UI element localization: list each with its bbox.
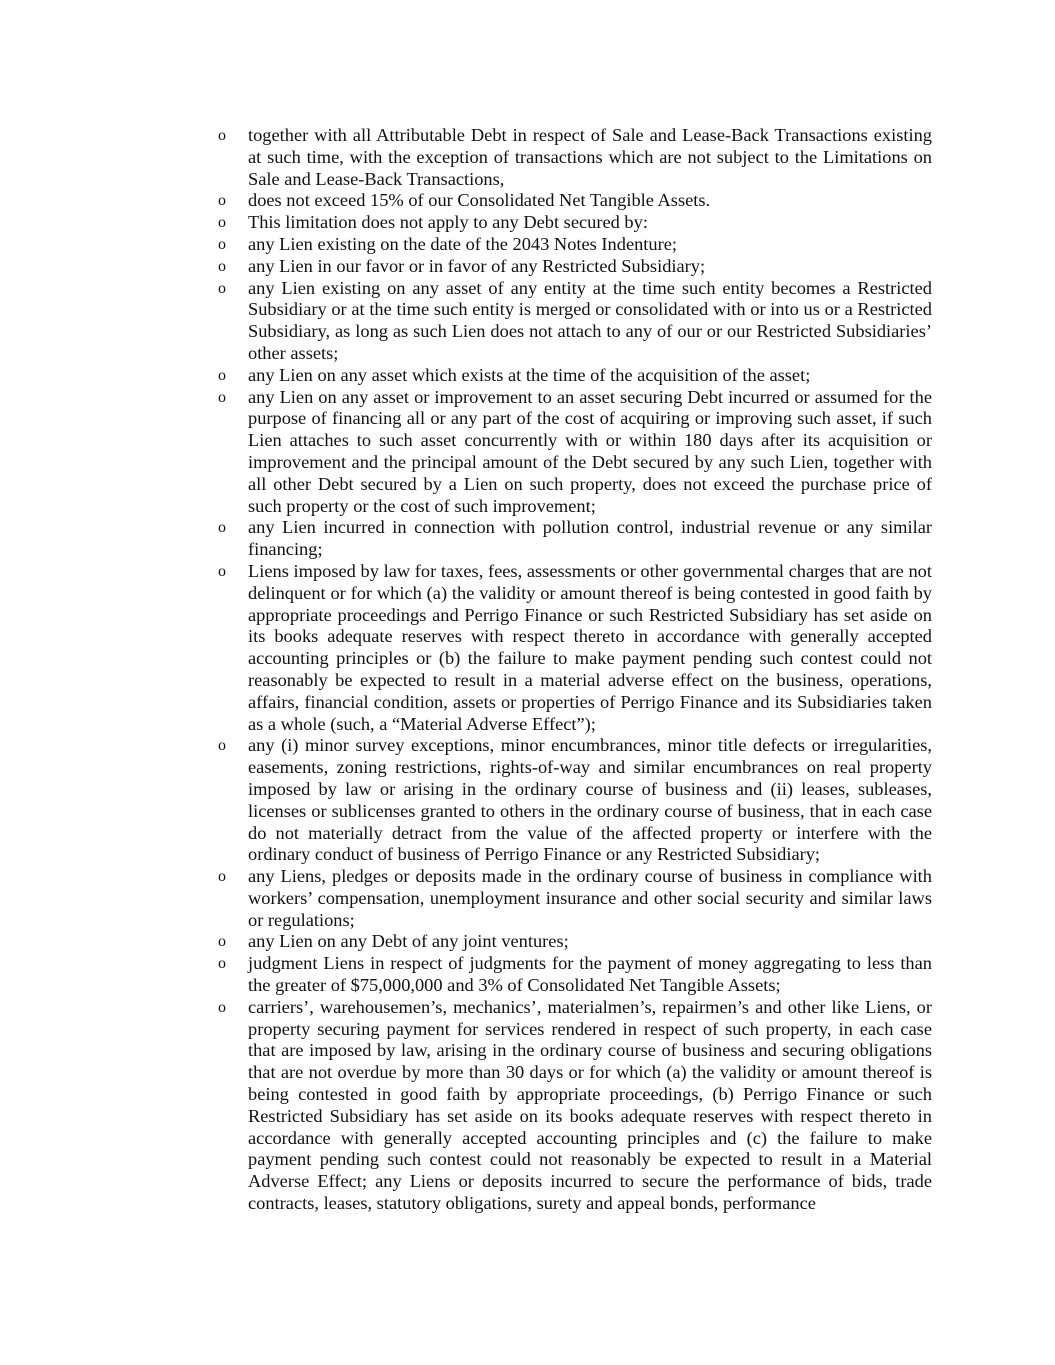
list-item-text: any Lien existing on any asset of any entity at the time such entity becomes a Restricted Subsidiary or at the time such entity is merged or consolidated with or into us or a Restricted Subsidiary, as long as such Lien does not attach to any of our or our Restricted Subsidiaries’ other assets; (248, 277, 932, 363)
bullet-icon: o (218, 868, 226, 886)
bullet-icon: o (218, 933, 226, 951)
list-item (218, 997, 932, 1215)
list-item (218, 190, 932, 212)
list-item-text: together with all Attributable Debt in respect of Sale and Lease-Back Transactions existing at such time, with the exception of transactions which are not subject to the Limitations on Sale and Lease-Back Transactions, (248, 125, 932, 189)
bullet-icon: o (218, 192, 226, 210)
list-item-text: any Liens, pledges or deposits made in the ordinary course of business in compliance with workers’ compensation, unemployment insurance and other social security and similar laws or regulations; (248, 866, 932, 930)
list-item-text: judgment Liens in respect of judgments for the payment of money aggregating to less than the greater of $75,000,000 and 3% of Consolidated Net Tangible Assets; (248, 953, 932, 996)
bullet-icon: o (218, 366, 226, 384)
list-item-text: any Lien on any asset or improvement to an asset securing Debt incurred or assumed for the purpose of financing all or any part of the cost of acquiring or improving such asset, if such Lien attaches to such asset concurrently with or within 180 days after its acquisition or improvement and the principal amount of the Debt secured by any such Lien, together with all other Debt secured by a Lien on such property, does not exceed the purchase price of such property or the cost of such improvement; (248, 386, 932, 516)
list-item-text: any Lien on any Debt of any joint ventures; (248, 931, 569, 952)
bullet-icon: o (218, 279, 226, 297)
list-item-text: carriers’, warehousemen’s, mechanics’, materialmen’s, repairmen’s and other like Liens, or property securing payment for services rendered in respect of such property, in each case that are imposed by law, arising in the ordinary course of business and securing obligations that are not overdue by more than 30 days or for which (a) the validity or amount thereof is being contested in good faith by appropriate proceedings, (b) Perrigo Finance or such Restricted Subsidiary has set aside on its books adequate reserves with respect thereto in accordance with generally accepted accounting principles and (c) the failure to make payment pending such contest could not reasonably be expected to result in a Material Adverse Effect; any Liens or deposits incurred to secure the performance of bids, trade contracts, leases, statutory obligations, surety and appeal bonds, performance (248, 996, 932, 1214)
list-item (218, 234, 932, 256)
list-item (218, 212, 932, 234)
bullet-icon: o (218, 998, 226, 1016)
list-item-text: any Lien on any asset which exists at the time of the acquisition of the asset; (248, 364, 811, 385)
list-item (218, 256, 932, 278)
list-item (218, 931, 932, 953)
list-item-text: any Lien incurred in connection with pollution control, industrial revenue or any similar financing; (248, 517, 932, 560)
bullet-icon: o (218, 955, 226, 973)
bullet-icon: o (218, 737, 226, 755)
bullet-icon: o (218, 388, 226, 406)
list-item (218, 953, 932, 997)
list-item-text: any Lien in our favor or in favor of any Restricted Subsidiary; (248, 255, 706, 276)
bullet-icon: o (218, 127, 226, 144)
bullet-icon: o (218, 214, 226, 232)
lien-exceptions-list (218, 125, 932, 1215)
list-item-text: does not exceed 15% of our Consolidated Net Tangible Assets. (248, 190, 711, 211)
bullet-icon: o (218, 519, 226, 537)
bullet-icon: o (218, 562, 226, 580)
list-item (218, 866, 932, 931)
list-item (218, 735, 932, 866)
list-item (218, 365, 932, 387)
list-item (218, 125, 932, 190)
list-item (218, 387, 932, 518)
list-item-text: Liens imposed by law for taxes, fees, assessments or other governmental charges that are not delinquent or for which (a) the validity or amount thereof is being contested in good faith by appropriate proceedings and Perrigo Finance or such Restricted Subsidiary has set aside on its books adequate reserves with respect thereto in accordance with generally accepted accounting principles or (b) the failure to make payment pending such contest could not reasonably be expected to result in a material adverse effect on the business, operations, affairs, financial condition, assets or properties of Perrigo Finance and its Subsidiaries taken as a whole (such, a “Material Adverse Effect”); (248, 560, 932, 734)
list-item-text: This limitation does not apply to any Debt secured by: (248, 212, 648, 233)
list-item (218, 517, 932, 561)
list-item-text: any Lien existing on the date of the 2043 Notes Indenture; (248, 233, 678, 254)
bullet-icon: o (218, 235, 226, 253)
list-item-text: any (i) minor survey exceptions, minor encumbrances, minor title defects or irregularities, easements, zoning restrictions, rights-of-way and similar encumbrances on real property imposed by law or arising in the ordinary course of business and (ii) leases, subleases, licenses or sublicenses granted to others in the ordinary course of business, that in each case do not materially detract from the value of the affected property or interfere with the ordinary conduct of business of Perrigo Finance or any Restricted Subsidiary; (248, 735, 932, 865)
bullet-icon: o (218, 257, 226, 275)
list-item (218, 561, 932, 735)
list-item (218, 278, 932, 365)
